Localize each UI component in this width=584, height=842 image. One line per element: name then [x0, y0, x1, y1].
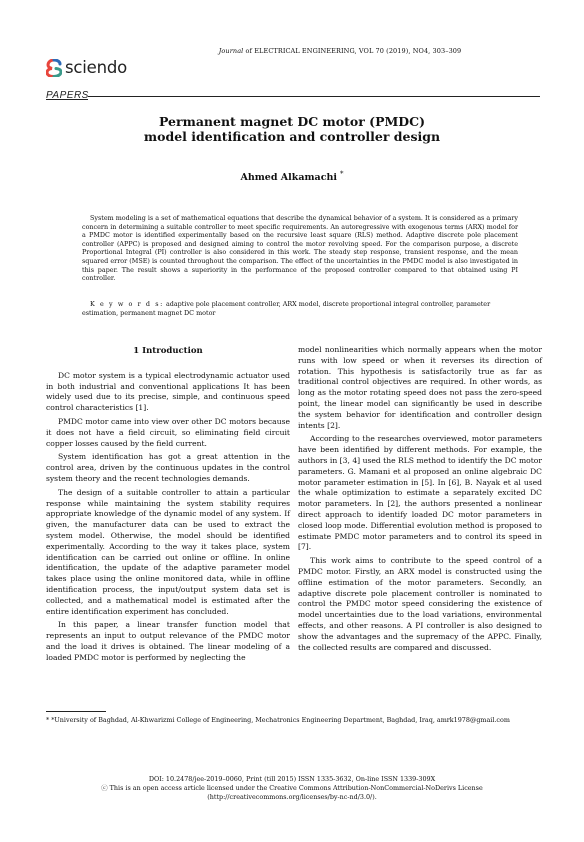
title-line-2: model identification and controller design	[143, 129, 441, 144]
journal-rest: of ELECTRICAL ENGINEERING, VOL 70 (2019), NO4, 303–309	[243, 47, 462, 55]
paragraph: According to the researches overviewed, motor parameters have been identified by different methods. For example, the authors in [3, 4] used the RLS method to identify the DC motor parameters. G. Mamani et al proposed an online algebraic DC motor parameter estimation in [5]. In [6], B. Nayak et al used the whale optimization to estimate a separately excited DC motor parameters. In [2], the authors presented a nonlinear direct approach to identify loaded DC motor parameters in closed loop mode. Differential evolution method is proposed to estimate PMDC motor parameters and to control its speed in [7].	[298, 434, 542, 552]
paragraph: DC motor system is a typical electrodynamic actuator used in both industrial and conventional applications It has been widely used due to its precise, simple, and continuous speed control characteristics [1].	[46, 370, 290, 413]
journal-header	[130, 47, 550, 55]
cc-icon: ⓒ	[101, 784, 108, 792]
right-column	[298, 345, 542, 653]
section-label: PAPERS	[46, 90, 89, 101]
paragraph: The design of a suitable controller to attain a particular response while maintaining the system stability requires appropriate knowledge of the dynamic model of any system. If given, the manufacturer data can be used to extract the system model. Otherwise, the model should be identified experimentally. According to the way it takes place, system identification can be carried out online or offline. In online identification, the update of the adaptive parameter model takes place using the online monitored data, while in offline identification process, the input/output system data set is collected, and a mathematical model is estimated after the entire identification experiment has concluded.	[46, 487, 290, 616]
abstract: System modeling is a set of mathematical equations that describe the dynamical behavior of a system. It is considered as a primary concern in determining a suitable controller to meet specific requirements. An autoregressive with exogenous terms (ARX) model for a PMDC motor is identified experimentally based on the recursive least square (RLS) method. Adaptive discrete pole placement controller (APPC) is proposed and designed aiming to control the motor revolving speed. For the comparison purpose, a discrete Proportional Integral (PI) controller is also considered in this work. The steady step response, transient response, and the mean squared error (MSE) is counted throughout the comparison. The effect of the uncertainties in the PMDC model is also investigated in this paper. The result shows a superiority in the performance of the proposed controller compared to that obtained using PI controller.	[82, 214, 518, 283]
paragraph: In this paper, a linear transfer function model that represents an input to output relevance of the PMDC motor and the load it drives is obtained. The linear modeling of a loaded PMDC motor is performed by neglecting the	[46, 620, 290, 662]
keywords-label: K e y w o r d s:	[90, 300, 164, 308]
license-line: This is an open access article licensed under the Creative Commons Attribution-NonCommercial-NoDerivs License	[109, 784, 483, 792]
header-rule-left	[46, 99, 88, 100]
paragraph: This work aims to contribute to the speed control of a PMDC motor. Firstly, an ARX model is constructed using the offline estimation of the motor parameters. Secondly, an adaptive discrete pole placement controller is nominated to control the PMDC motor speed considering the existence of model uncertainties due to the load variations, environmental effects, and other reasons. A PI controller is also designed to show the advantages and the supremacy of the APPC. Finally, the collected results are compared and discussed.	[298, 556, 542, 652]
keywords	[82, 300, 518, 317]
author-line	[60, 170, 524, 183]
publisher-name: sciendo	[65, 58, 128, 77]
paragraph: PMDC motor came into view over other DC motors because it does not have a field circuit, so eliminating field circuit copper losses caused by the field current.	[46, 416, 290, 448]
paragraph: System identification has got a great attention in the control area, driven by the continuous updates in the control system theory and the recent technologies demands.	[46, 452, 290, 483]
paper-title	[60, 114, 524, 144]
affiliation-footnote: * *University of Baghdad, Al-Khwarizmi College of Engineering, Mechatronics Engineering Department, Baghdad, Iraq, amrk1978@gmail.com	[46, 716, 510, 724]
title-line-1: Permanent magnet DC motor (PMDC)	[158, 114, 426, 129]
doi-line: DOI: 10.2478/jee-2019–0060, Print (till 2015) ISSN 1335-3632, On-line ISSN 1339-309X	[148, 775, 436, 783]
publication-info	[60, 775, 524, 802]
license-url[interactable]: (http://creativecommons.org/licenses/by-nc-nd/3.0/).	[207, 793, 377, 801]
section-heading: 1 Introduction	[133, 346, 203, 356]
paragraph: model nonlinearities which normally appears when the motor runs with low speed or when it reverses its direction of rotation. This hypothesis is satisfactorily true as far as traditional control objectives are required. In other words, as long as the motor rotating speed does not pass the zero-speed point, the linear model can significantly be used in describe the system behavior for identification and controller design intents [2].	[298, 345, 542, 430]
author-footnote-mark: *	[340, 170, 344, 178]
keywords-text: adaptive pole placement controller, ARX model, discrete proportional integral controller, parameter estimation, permanent magnet DC motor	[82, 300, 491, 317]
header-rule	[88, 96, 540, 97]
publisher-logo	[46, 58, 127, 77]
left-column	[46, 346, 290, 664]
author-name: Ahmed Alkamachi	[240, 172, 338, 184]
license-line-wrap	[60, 784, 524, 793]
sciendo-logo-icon	[46, 59, 62, 77]
footnote-rule	[46, 711, 106, 712]
journal-italic: Journal	[218, 47, 244, 55]
